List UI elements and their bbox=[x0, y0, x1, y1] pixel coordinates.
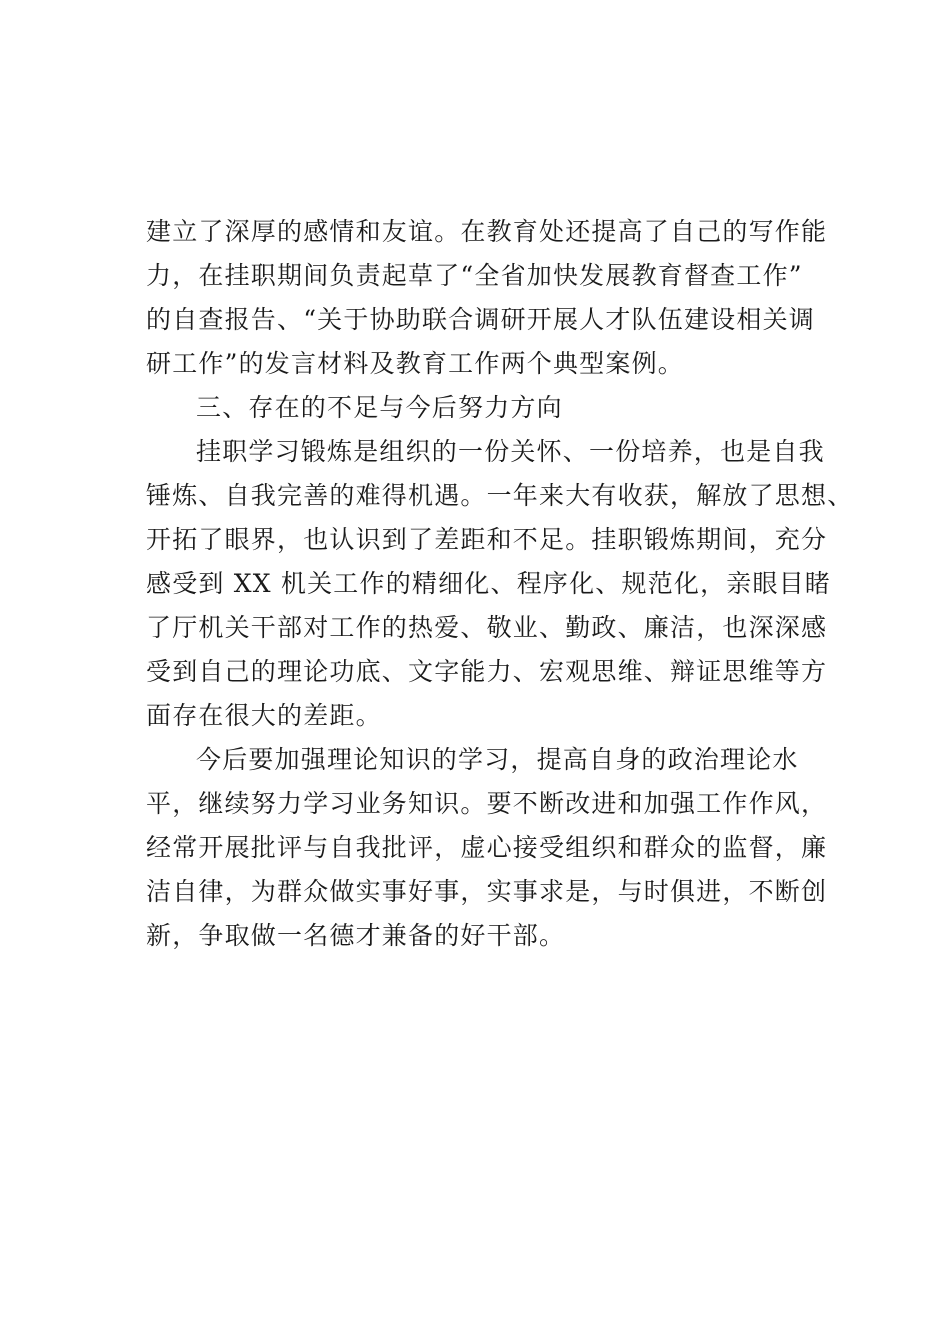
paragraph-line: 新，争取做一名德才兼备的好干部。 bbox=[146, 921, 566, 950]
paragraph-line: 的自查报告、“关于协助联合调研开展人才队伍建设相关调 bbox=[146, 305, 815, 334]
paragraph-line: 锤炼、自我完善的难得机遇。一年来大有收获，解放了思想、 bbox=[146, 481, 854, 510]
paragraph-line: 洁自律，为群众做实事好事，实事求是，与时俱进，不断创 bbox=[146, 877, 828, 906]
paragraph-line: 挂职学习锻炼是组织的一份关怀、一份培养，也是自我 bbox=[196, 437, 825, 466]
paragraph-line: 平，继续努力学习业务知识。要不断改进和加强工作作风， bbox=[146, 789, 828, 818]
paragraph-line: 研工作”的发言材料及教育工作两个典型案例。 bbox=[146, 349, 684, 378]
paragraph-line: 今后要加强理论知识的学习，提高自身的政治理论水 bbox=[196, 745, 799, 774]
paragraph-line: 感受到 XX 机关工作的精细化、程序化、规范化，亲眼目睹 bbox=[146, 569, 832, 598]
section-heading: 三、存在的不足与今后努力方向 bbox=[196, 393, 563, 422]
paragraph-line: 了厅机关干部对工作的热爱、敬业、勤政、廉洁，也深深感 bbox=[146, 613, 828, 642]
paragraph-line: 受到自己的理论功底、文字能力、宏观思维、辩证思维等方 bbox=[146, 657, 828, 686]
paragraph-line: 经常开展批评与自我批评，虚心接受组织和群众的监督，廉 bbox=[146, 833, 828, 862]
paragraph-line: 力，在挂职期间负责起草了“全省加快发展教育督查工作” bbox=[146, 261, 803, 290]
document-body bbox=[146, 210, 854, 958]
paragraph-line: 开拓了眼界，也认识到了差距和不足。挂职锻炼期间，充分 bbox=[146, 525, 828, 554]
paragraph-line: 面存在很大的差距。 bbox=[146, 701, 382, 730]
paragraph-line: 建立了深厚的感情和友谊。在教育处还提高了自己的写作能 bbox=[146, 217, 828, 246]
